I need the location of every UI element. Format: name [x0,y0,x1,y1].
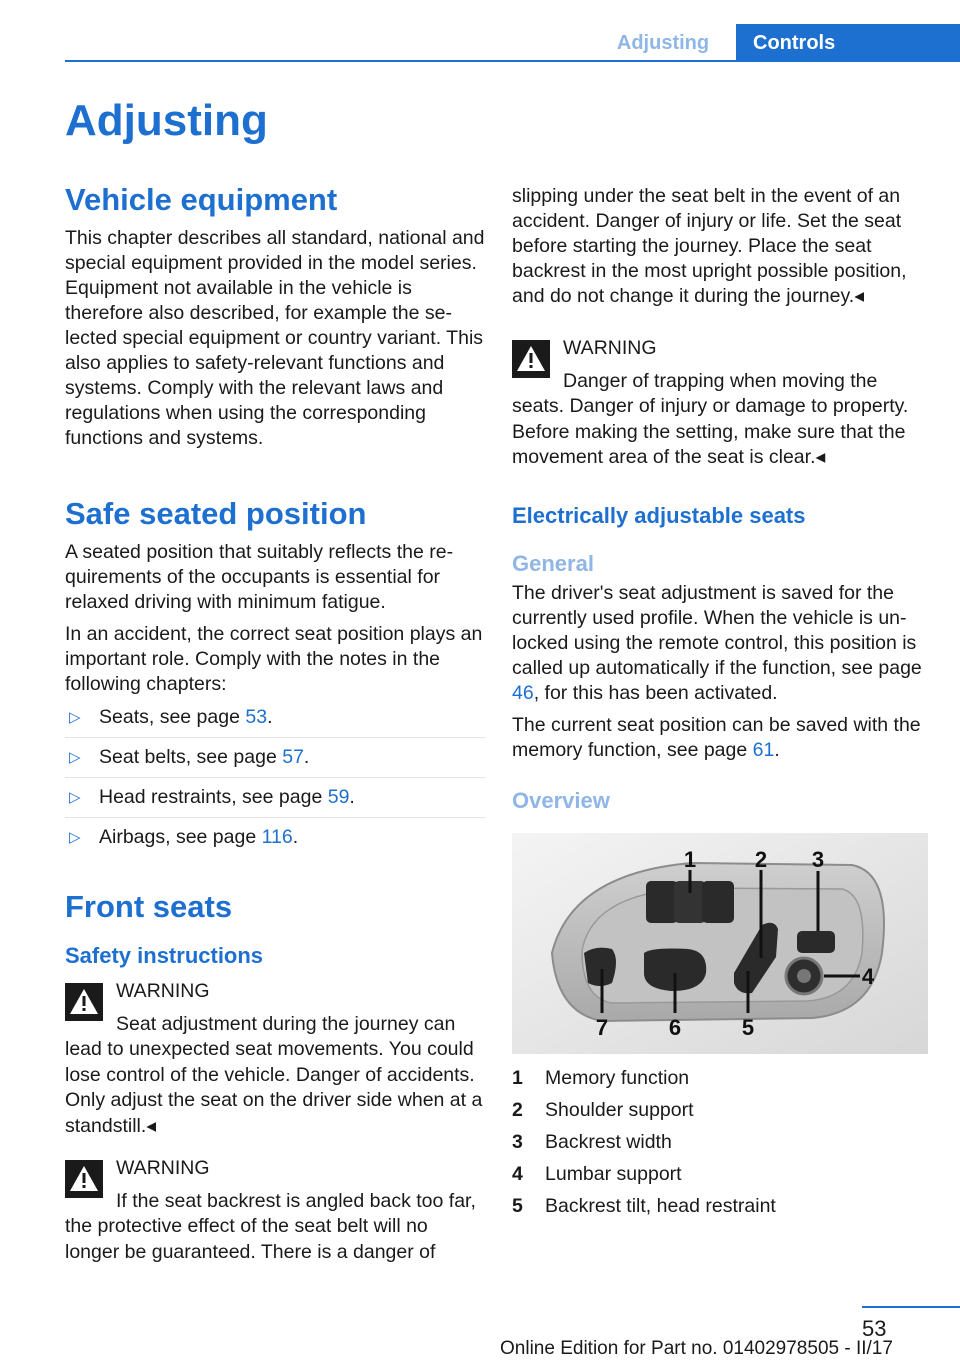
edition-footer: Online Edition for Part no. 01402978505 - II/17 [500,1338,893,1359]
page-link[interactable]: 61 [752,738,775,761]
seat-controls-illustration [512,833,928,1054]
callout-label: 3 [811,846,825,872]
triangle-bullet-icon: ▷ [69,749,81,766]
electric-seats-heading: Electrically adjustable seats [512,502,806,528]
triangle-bullet-icon: ▷ [69,709,81,726]
page-title: Adjusting [65,96,268,145]
safe-position-p2: In an accident, the correct seat position plays an important role. Comply with the notes in the following chapters: [65,623,483,695]
warning-icon [65,1160,103,1198]
seat-controls-image [512,833,928,1054]
general-heading: General [512,550,594,576]
front-seats-heading: Front seats [65,889,233,924]
legend-item: 1 Memory function [512,1066,690,1089]
warning-icon [512,340,550,378]
footer-rule [862,1306,960,1308]
warning-text: If the seat backrest is angled back too far, the protective effect of the seat belt will no longer be guaranteed. There is a danger of [65,1189,476,1263]
overview-legend [512,1062,932,1222]
callout-label: 7 [595,1014,609,1040]
warning-block [512,336,932,471]
callout-label: 4 [861,963,875,989]
general-p1: The driver's seat adjustment is saved for the currently used profile. When the vehicle is unlocked using the remote control, this position is called up automatically if the function, see page 46, for this has been activated. [512,581,922,704]
list-item: ▷ Seat belts, see page 57. [65,745,485,778]
callout-label: 5 [741,1014,755,1040]
vehicle-equipment-heading: Vehicle equipment [65,182,338,217]
warning-label: WARNING [116,980,210,1002]
callout-label: 1 [683,846,697,872]
continued-text: slipping under the seat belt in the event of an accident. Danger of injury or life. Set the seat before starting the journey. Place the seat backrest in the most upright possible position, and do not change it during the journey.◂ [512,185,907,307]
legend-item: 4 Lumbar support [512,1162,682,1185]
page-link[interactable]: 116 [261,826,293,848]
callout-label: 6 [668,1014,682,1040]
warning-block [65,1156,485,1265]
warning-icon [65,983,103,1021]
list-item: ▷ Head restraints, see page 59. [65,785,485,818]
triangle-bullet-icon: ▷ [69,829,81,846]
safe-position-heading: Safe seated position [65,496,367,531]
page-link[interactable]: 57 [282,746,304,768]
header-chapter-tab: Controls [736,24,960,62]
warning-block [65,979,485,1139]
vehicle-equipment-text: This chapter describes all standard, national and special equipment provided in the model series. Equipment not available in the vehicle is therefore also described, for example the selected special equipment or country variant. This also applies to safety-relevant functions and systems. Comply with the relevant laws and regulations when using the corresponding functions and systems. [65,227,485,449]
list-item: ▷ Airbags, see page 116. [69,826,299,848]
general-p2: The current seat position can be saved with the memory function, see page 61. [512,713,921,761]
page-link[interactable]: 53 [245,706,268,728]
page-link[interactable]: 46 [512,681,534,704]
list-item: ▷ Seats, see page 53. [65,705,485,738]
warning-label: WARNING [116,1157,210,1179]
triangle-bullet-icon: ▷ [69,789,81,806]
safe-position-p1: A seated position that suitably reflects the requirements of the occupants is essential for relaxed driving with minimum fatigue. [65,541,454,613]
warning-text: Danger of trapping when moving the seats. Danger of injury or damage to property. Before making the setting, make sure that the movement area of the seat is clear.◂ [512,369,909,468]
callout-label: 2 [754,846,768,872]
overview-heading: Overview [512,787,610,813]
right-column [512,184,932,1222]
header-rule [65,60,960,62]
legend-item: 5 Backrest tilt, head restraint [512,1194,776,1217]
safety-instructions-heading: Safety instructions [65,943,264,968]
legend-item: 3 Backrest width [512,1130,672,1153]
warning-text: Seat adjustment during the journey can lead to unexpected seat movements. You could lose control of the vehicle. Danger of accidents. Only adjust the seat on the driver side when at a standstill.◂ [65,1012,483,1137]
warning-label: WARNING [563,337,657,359]
left-column [65,182,485,1265]
header-section-tab: Adjusting [616,32,710,54]
legend-item: 2 Shoulder support [512,1098,694,1121]
page-number: 53 [862,1316,887,1341]
chapter-list [65,705,485,857]
page-link[interactable]: 59 [327,786,350,808]
